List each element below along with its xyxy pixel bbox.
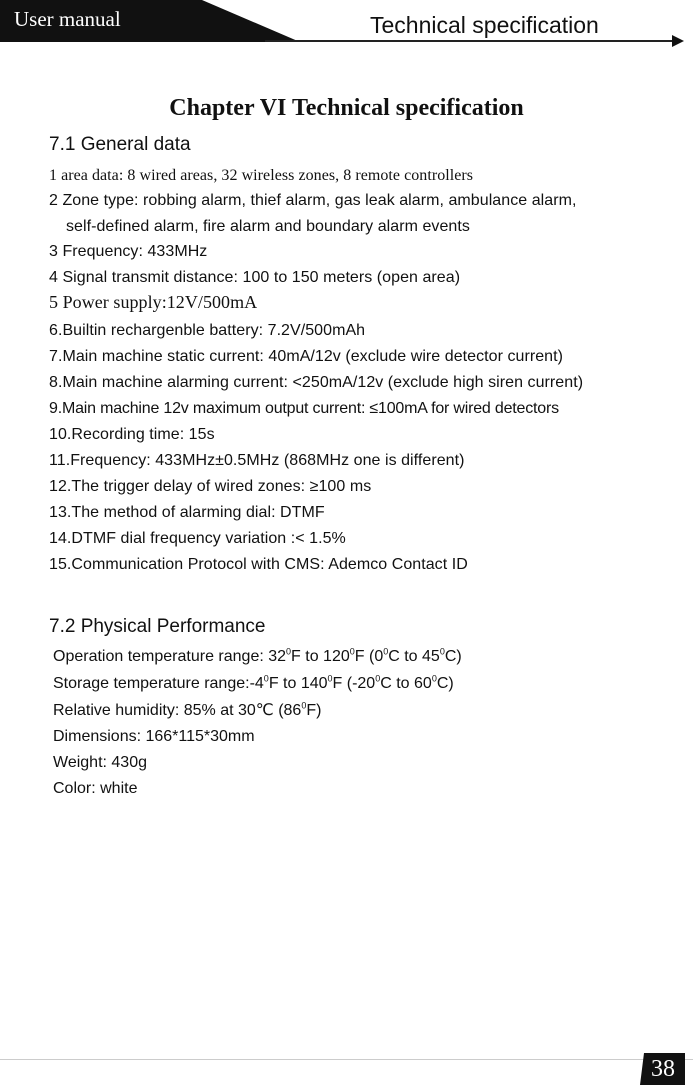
section-heading-physical: 7.2 Physical Performance xyxy=(49,616,266,637)
footer-rule xyxy=(0,1059,693,1060)
spec-line: 14.DTMF dial frequency variation :< 1.5% xyxy=(49,530,346,547)
spec-line: 4 Signal transmit distance: 100 to 150 meters (open area) xyxy=(49,269,461,286)
spec-line-weight: Weight: 430g xyxy=(53,754,147,771)
spec-line: 10.Recording time: 15s xyxy=(49,426,215,443)
page-number: 38 xyxy=(651,1056,675,1082)
spec-line: 11.Frequency: 433MHz±0.5MHz (868MHz one is different) xyxy=(49,452,465,469)
spec-line-humidity: Relative humidity: 85% at 30℃ $(86^0F)$ xyxy=(53,700,322,719)
spec-line: 2 Zone type: robbing alarm, thief alarm, gas leak alarm, ambulance alarm, xyxy=(49,192,577,209)
spec-line: self-defined alarm, fire alarm and boundary alarm events xyxy=(66,218,470,235)
header-tab xyxy=(0,0,300,42)
spec-line: 6.Builtin rechargenble battery: 7.2V/500mAh xyxy=(49,322,366,339)
spec-line-operation-temp: Operation temperature range: $32^0F$ to $120^0F$ ($0^0C$ to $45^0C$) xyxy=(53,646,462,665)
spec-line: 13.The method of alarming dial: DTMF xyxy=(49,504,325,521)
spec-line: 15.Communication Protocol with CMS: Ademco Contact ID xyxy=(49,556,468,573)
page-number-badge xyxy=(640,1053,685,1085)
spec-line-storage-temp: Storage temperature $range:-4^0F$ to $140^0F$ ($-20^0C$ to $60^0C$) xyxy=(53,673,454,692)
header-rule xyxy=(265,40,677,42)
spec-line-dimensions: Dimensions: 166*115*30mm xyxy=(53,728,255,745)
chapter-title: Chapter VI Technical specification xyxy=(169,95,524,121)
arrow-right-icon xyxy=(672,35,684,47)
spec-line: 3 Frequency: 433MHz xyxy=(49,243,208,260)
spec-line-color: Color: white xyxy=(53,780,138,797)
header-tab-label: User manual xyxy=(14,7,121,31)
spec-line: 9.Main machine 12v maximum output current: ≤100mA for wired detectors xyxy=(49,400,559,417)
header-title: Technical specification xyxy=(370,12,599,38)
spec-line: 1 area data: 8 wired areas, 32 wireless zones, 8 remote controllers xyxy=(49,167,474,184)
spec-line: 7.Main machine static current: 40mA/12v (exclude wire detector current) xyxy=(49,348,563,365)
section-heading-general: 7.1 General data xyxy=(49,134,191,155)
spec-line: 12.The trigger delay of wired zones: ≥100 ms xyxy=(49,478,372,495)
spec-line: 5 Power supply:12V/500mA xyxy=(49,292,258,312)
spec-line: 8.Main machine alarming current: <250mA/12v (exclude high siren current) xyxy=(49,374,584,391)
